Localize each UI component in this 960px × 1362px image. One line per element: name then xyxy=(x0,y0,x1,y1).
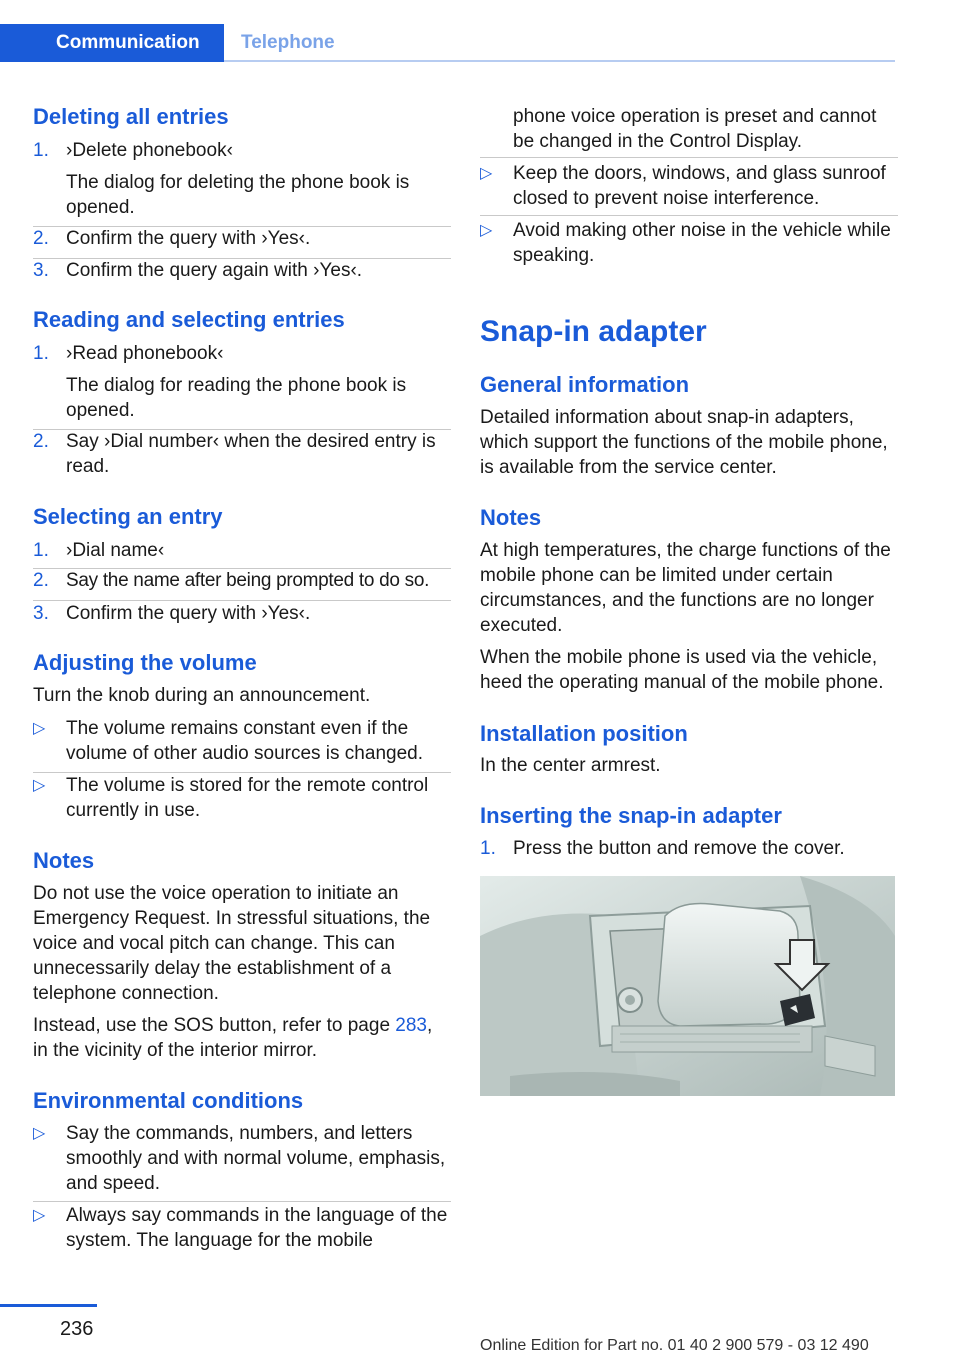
heading-deleting: Deleting all entries xyxy=(33,104,229,129)
list-number: 1. xyxy=(480,838,496,859)
heading-notes-left: Notes xyxy=(33,848,95,873)
list-number: 3. xyxy=(33,260,49,281)
heading-notes-right: Notes xyxy=(480,505,542,530)
heading-environment: Environmental conditions xyxy=(33,1088,304,1113)
heading-volume: Adjusting the volume xyxy=(33,650,257,675)
list-item: 3. Confirm the query again with ›Yes‹. xyxy=(33,260,363,281)
list-item: 3. Confirm the query with ›Yes‹. xyxy=(33,603,311,624)
installation-text: In the center armrest. xyxy=(480,755,661,776)
volume-text: Turn the knob during an announcement. xyxy=(33,685,371,706)
bullet-item: ▷ The volume is stored for the remote control currently in use. xyxy=(33,775,429,821)
list-number: 1. xyxy=(33,540,49,561)
list-number: 2. xyxy=(33,228,49,249)
bullet-triangle-icon: ▷ xyxy=(480,165,493,182)
list-number: 2. xyxy=(33,570,49,591)
header-rule xyxy=(224,60,895,62)
item-divider xyxy=(480,157,898,158)
list-number: 3. xyxy=(33,603,49,624)
bullet-triangle-icon: ▷ xyxy=(33,720,46,737)
bullet-triangle-icon: ▷ xyxy=(33,1125,46,1142)
list-item: 2. Say ›Dial number‹ when the desired entry is read. xyxy=(33,431,436,477)
item-divider xyxy=(33,1201,451,1202)
list-number: 1. xyxy=(33,343,49,364)
list-item: 2. Say the name after being prompted to do so. xyxy=(33,570,430,591)
header-subsection: Telephone xyxy=(241,32,335,53)
bullet-continuation: phone voice operation is preset and cannot be changed in the Control Display. xyxy=(513,106,877,152)
page-header xyxy=(0,24,895,62)
bullet-item: ▷ Avoid making other noise in the vehicle while speaking. xyxy=(480,220,891,266)
list-item: 1. Press the button and remove the cover. xyxy=(480,838,845,859)
list-item: 1. ›Read phonebook‹ The dialog for reading the phone book is opened. xyxy=(33,343,407,421)
list-number: 2. xyxy=(33,431,49,452)
bullet-item: ▷ Say the commands, numbers, and letters smoothly and with normal volume, emphasis, and speed. xyxy=(33,1123,446,1194)
general-info-text: Detailed information about snap-in adapters, which support the functions of the mobile phone, is available from the service center. xyxy=(480,407,888,478)
armrest-drawing xyxy=(480,876,895,1096)
bullet-triangle-icon: ▷ xyxy=(33,1207,46,1224)
list-item: 2. Confirm the query with ›Yes‹. xyxy=(33,228,311,249)
heading-inserting: Inserting the snap-in adapter xyxy=(480,803,782,828)
list-number: 1. xyxy=(33,140,49,161)
list-item: 1. ›Dial name‹ xyxy=(33,540,165,561)
bullet-item: ▷ The volume remains constant even if the volume of other audio sources is changed. xyxy=(33,718,423,764)
heading-selecting: Selecting an entry xyxy=(33,504,223,529)
bullet-triangle-icon: ▷ xyxy=(33,777,46,794)
heading-general-info: General information xyxy=(480,372,690,397)
bullet-item: ▷ Keep the doors, windows, and glass sunroof closed to prevent noise interference. xyxy=(480,163,886,209)
item-divider xyxy=(480,215,898,216)
page-link[interactable]: 283 xyxy=(395,1015,427,1036)
heading-installation: Installation position xyxy=(480,721,688,746)
page-number: 236 xyxy=(60,1318,94,1340)
heading-reading: Reading and selecting entries xyxy=(33,307,345,332)
bullet-triangle-icon: ▷ xyxy=(480,222,493,239)
edition-line: Online Edition for Part no. 01 40 2 900 579 - 03 12 490 xyxy=(480,1337,869,1354)
notes-paragraph: When the mobile phone is used via the vehicle, heed the operating manual of the mobile phone. xyxy=(480,647,884,693)
notes-paragraph-sos: Instead, use the SOS button, refer to page 283, in the vicinity of the interior mirror. xyxy=(33,1015,433,1061)
header-section: Communication xyxy=(0,24,224,62)
armrest-illustration xyxy=(480,876,895,1096)
notes-paragraph: At high temperatures, the charge functions of the mobile phone can be limited under certain circumstances, and the functions are no longer executed. xyxy=(480,540,891,636)
section-title-snap-in: Snap-in adapter xyxy=(480,315,707,348)
footer-rule xyxy=(0,1304,97,1307)
bullet-item: ▷ Always say commands in the language of the system. The language for the mobile xyxy=(33,1205,448,1251)
list-item: 1. ›Delete phonebook‹ The dialog for deleting the phone book is opened. xyxy=(33,140,410,218)
notes-paragraph: Do not use the voice operation to initiate an Emergency Request. In stressful situations, the voice and vocal pitch can change. This can unnecessarily delay the establishment of a telephone connection. xyxy=(33,883,431,1004)
